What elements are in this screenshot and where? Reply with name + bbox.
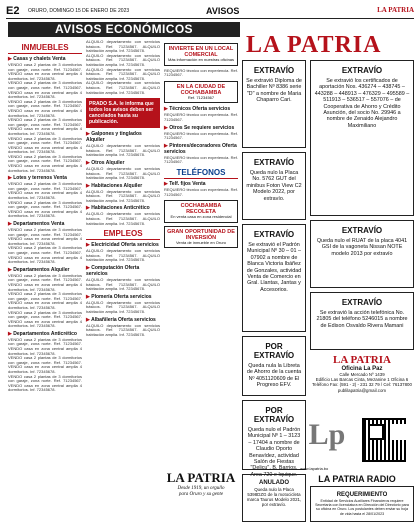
category-heading: ▶ Computación Oferta servicios: [86, 265, 160, 277]
classified-text: VENDO casa 2 plantas de 3 dormitorios con garaje, zona norte. Ref. 71234567. VENDO casa en zona central amplia 4 dormitorios. Inf. 72345678.: [8, 245, 82, 265]
category-heading: ▶ Lotes y terrenos Venta: [8, 175, 82, 181]
classified-text: ALQUILO departamento con servicios básicos. Ref. 71234567. ALQUILO habitación amplia. Inf. 72345678.: [86, 322, 160, 337]
page-title: AVISOS ECONÓMICOS: [8, 22, 240, 37]
notice-ad: ANULADO Queda nulo la Placa 5398DZG de la motocicleta marca Taurus Modelo 2021, por extravío.: [242, 474, 306, 522]
classified-text: VENDO casa 2 plantas de 3 dormitorios con garaje, zona norte. Ref. 71234567. VENDO casa en zona central amplia 4 dormitorios. Inf. 72345678.: [8, 355, 82, 375]
ad-box: INVIERTE EN UN LOCAL COMERCIAL Más información en nuestras oficinas: [164, 43, 238, 66]
classified-text: ALQUILO departamento con servicios básicos. Ref. 71234567. ALQUILO habitación amplia. Inf. 72345678.: [86, 165, 160, 181]
classified-text: REQUIERO técnico con experiencia. Ref. 71234567.: [164, 112, 238, 122]
classified-text: ALQUILO departamento con servicios básicos. Ref. 71234567. ALQUILO habitación amplia. Inf. 72345678.: [86, 299, 160, 314]
section-heading-inmuebles: INMUEBLES: [8, 43, 82, 54]
notice-ad: POR EXTRAVÍO Queda nula la Libreta de Ahorro de la cuenta Nº 4051120609 de El Progreso EFV.: [242, 336, 306, 396]
classified-text: ALQUILO departamento con servicios básicos. Ref. 71234567. ALQUILO habitación amplia. Inf. 72345678.: [86, 188, 160, 203]
classified-text: ALQUILO departamento con servicios básicos. Ref. 71234567. ALQUILO habitación amplia. Inf. 72345678.: [86, 248, 160, 263]
classified-text: ALQUILO departamento con servicios básicos. Ref. 71234567. ALQUILO habitación amplia. Inf. 72345678.: [86, 80, 160, 95]
footer-logo: LA PATRIA Desde 1919, un orgullo para Oruro y su gente: [166, 470, 236, 497]
notice-ad: POR EXTRAVÍO Queda nulo el Padrón Municipal Nº 1 – 3123 – 17404 a nombre de Claudio Oporto Benavídez, actividad Salón de Fiestas "Delicu", B. Barrios, Area 720 e Iquique.: [242, 400, 306, 470]
classified-text: VENDO casa 2 plantas de 3 dormitorios con garaje, zona norte. Ref. 71234567. VENDO casa en zona central amplia 4 dormitorios. Inf. 72345678.: [8, 336, 82, 356]
ad-box: EN LA CIUDAD DE COCHABAMBA Ref. 71234567: [164, 81, 238, 104]
classified-text: REQUIERO técnico con experiencia. Ref. 71234567.: [164, 130, 238, 141]
classified-text: VENDO casa 2 plantas de 3 dormitorios con garaje, zona norte. Ref. 71234567. VENDO casa en zona central amplia 4 dormitorios. Inf. 72345678.: [8, 227, 82, 246]
classified-text: ALQUILO departamento con servicios básicos. Ref. 71234567. ALQUILO habitación amplia. Inf. 72345678.: [86, 39, 160, 54]
classified-text: VENDO casa 2 plantas de 3 dormitorios con garaje, zona norte. Ref. 71234567. VENDO casa en zona central amplia 4 dormitorios. Inf. 72345678.: [8, 272, 82, 292]
office-info-line: Teléfono Fax: (591 - 2) - 231 32 79 / Cel: 76137800: [312, 382, 412, 388]
category-heading: ▶ Departamentos Anticrético: [8, 331, 82, 337]
classified-text: VENDO casa 2 plantas de 3 dormitorios con garaje, zona norte. Ref. 71234567. VENDO casa en zona central amplia 4 dormitorios. Inf. 72345678.: [8, 62, 82, 81]
classified-text: VENDO casa 2 plantas de 3 dormitorios con garaje, zona norte. Ref. 71234567. VENDO casa en zona central amplia 4 dormitorios. Inf. 72345678.: [8, 98, 82, 118]
office-info-line: Calle Mercado Nº 1439: [339, 372, 385, 377]
classified-text: REQUIERO técnico con experiencia. Ref. 71234567.: [164, 154, 238, 165]
ad-box: COCHABAMBA RECOLETA En venta casa en zona residencial: [164, 200, 238, 223]
classifieds-column-3: [164, 40, 238, 466]
page-header: [6, 5, 414, 19]
category-heading: ▶ Casas y chalets Venta: [8, 56, 82, 62]
classified-text: VENDO casa 2 plantas de 3 dormitorios con garaje, zona norte. Ref. 71234567. VENDO casa en zona central amplia 4 dormitorios. Inf. 72345678.: [8, 80, 82, 100]
category-heading: ▶ Departamentos Alquiler: [8, 267, 82, 273]
category-heading: ▶ Plomería Oferta servicios: [86, 294, 160, 300]
office-info-email[interactable]: publilapatria@gmail.com: [337, 387, 387, 393]
category-heading: ▶ Habitaciones Anticrético: [86, 205, 160, 211]
classifieds-column-1: [8, 40, 82, 522]
qr-code-icon: [362, 418, 406, 462]
website-link[interactable]: www.lapatria.bo: [300, 466, 329, 471]
category-heading: ▶ Telf. fijos Venta: [164, 181, 238, 187]
category-heading: ▶ Otros Alquiler: [86, 160, 160, 166]
category-heading: ▶ Departamentos Venta: [8, 221, 82, 227]
classified-text: VENDO casa 2 plantas de 3 dormitorios con garaje, zona norte. Ref. 71234567. VENDO casa en zona central amplia 4 dormitorios. Inf. 72345678.: [8, 153, 82, 173]
classified-text: ALQUILO departamento con servicios básicos. Ref. 71234567. ALQUILO habitación amplia. Inf. 72345678.: [86, 277, 160, 292]
office-info-panel: [310, 354, 414, 416]
category-heading: ▶ Albañilería Oferta servicios: [86, 317, 160, 323]
category-heading: ▶ Electricidad Oferta servicios: [86, 242, 160, 248]
classified-text: REQUIERO técnico con experiencia. Ref. 71234567.: [164, 186, 238, 197]
category-heading: ▶ Habitaciones Alquiler: [86, 183, 160, 189]
classified-text: VENDO casa 2 plantas de 3 dormitorios con garaje, zona norte. Ref. 71234567. VENDO casa en zona central amplia 4 dormitorios. Inf. 72345678.: [8, 291, 82, 310]
office-info-sub: Oficina La Paz: [341, 366, 383, 372]
office-info-name: LA PATRIA: [333, 354, 391, 366]
classified-text: VENDO casa 2 plantas de 3 dormitorios con garaje, zona norte. Ref. 71234567. VENDO casa en zona central amplia 4 dormitorios. Inf. 72345678.: [8, 199, 82, 219]
classified-text: ALQUILO departamento con servicios básicos. Ref. 71234567. ALQUILO habitación amplia. Inf. 72345678.: [86, 143, 160, 158]
classified-text: VENDO casa 2 plantas de 3 dormitorios con garaje, zona norte. Ref. 71234567. VENDO casa en zona central amplia 4 dormitorios. Inf. 72345678.: [8, 135, 82, 155]
classified-text: ALQUILO departamento con servicios básicos. Ref. 71234567. ALQUILO habitación amplia. Inf. 72345678.: [86, 66, 160, 81]
classified-text: ALQUILO departamento con servicios básicos. Ref. 71234567. ALQUILO habitación amplia. Inf. 72345678.: [86, 52, 160, 67]
category-heading: ▶ Pintores/decoradores Oferta servicios: [164, 143, 238, 155]
classifieds-column-2: [86, 40, 160, 522]
category-heading: ▶ Galpones y tinglados Alquiler: [86, 131, 160, 143]
lp-logo: Lp: [308, 418, 346, 451]
page-date: ORURO, DOMINGO 15 DE ENERO DE 2023: [28, 8, 130, 14]
header-logo[interactable]: LA PATRIA: [377, 6, 414, 14]
page-section: AVISOS: [206, 6, 240, 16]
classified-text: VENDO casa 2 plantas de 3 dormitorios con garaje, zona norte. Ref. 71234567. VENDO casa en zona central amplia 4 dormitorios. Inf. 72345678.: [8, 181, 82, 201]
page-number: E2: [6, 5, 20, 17]
category-heading: ▶ Técnicos Oferta servicios: [164, 106, 238, 112]
classified-text: ALQUILO departamento con servicios básicos. Ref. 71234567. ALQUILO habitación amplia. Inf. 72345678.: [86, 211, 160, 226]
classified-text: REQUIERO técnico con experiencia. Ref. 71234567.: [164, 67, 238, 78]
notice-ad: REQUERIMIENTO Entidad de Servicios Auxiliares Financieros requiere Secretaria con licenciatura en Dirección del Directorio para su oficina en Oruro. Los postulantes deben enviar su hoja de vida hasta el 28/01/2023: [310, 486, 414, 522]
notice-ad: EXTRAVÍO Queda nulo el RUAT de la placa 4041 GSI de la vagoneta Nissan NOTE modelo 2013 por extravío: [310, 220, 414, 288]
la-patria-logo: LA PATRIA: [246, 32, 382, 58]
radio-brand: LA PATRIA RADIO: [318, 474, 396, 484]
classified-text: VENDO casa 2 plantas de 3 dormitorios con garaje, zona norte. Ref. 71234567. VENDO casa en zona central amplia 4 dormitorios. Inf. 72345678.: [8, 117, 82, 136]
ad-box: GRAN OPORTUNIDAD DE INVERSIÓN Venta de inmueble en Oruro: [164, 226, 238, 249]
office-info-line: Edificio Las Barcas Cinta, Mezanine 1 Oficina 6: [315, 377, 409, 383]
notice-ad: EXTRAVÍO Se extravió el Padrón Municipal Nº 30 – 01 – 07902 a nombre de Blanca Victoria Ibáñez de Gonzales, actividad Venta de Comercio en Gral. Llantas, Jantas y Accesorios.: [242, 224, 306, 332]
category-heading: ▶ Otros Se requiere servicios: [164, 125, 238, 131]
notice-ad: EXTRAVÍO Queda nulo la Placa No. 5762 GUT del minibus Foton View C2 Modelo 2022, por extravío.: [242, 152, 306, 220]
notice-ad: EXTRAVÍO Se extravió los certificados de aportación Nos. 436274 – 438745 – 443288 – 448913 – 476329 – 495589 – 511913 – 536517 – 557076 – de Cooperativa de Ahorro y Crédito Asunción, del socio No. 29946 a nombre de Zenaido Alejandro Maximiliano: [310, 60, 414, 216]
section-heading-telefonos: TELÉFONOS: [164, 168, 238, 179]
notice-ad: EXTRAVÍO Se extravió Diploma de Bachiller Nº 8386 serie "D" a nombre de Maria Chaparro Cari.: [242, 60, 306, 148]
classified-text: VENDO casa 2 plantas de 3 dormitorios con garaje, zona norte. Ref. 71234567. VENDO casa en zona central amplia 4 dormitorios. Inf. 72345678.: [8, 373, 82, 393]
classified-text: VENDO casa 2 plantas de 3 dormitorios con garaje, zona norte. Ref. 71234567. VENDO casa en zona central amplia 4 dormitorios. Inf. 72345678.: [8, 309, 82, 329]
section-heading-empleos: EMPLEOS: [86, 229, 160, 240]
promo-notice: PRADO S.A. le informa que todos los avisos deben ser cancelados hasta su publicación.: [86, 98, 160, 128]
notice-ad: EXTRAVÍO Se extravió la acción telefónica No. 21805 del teléfono 5246015 a nombre de Edison Osvaldo Rivera Mamani: [310, 292, 414, 350]
